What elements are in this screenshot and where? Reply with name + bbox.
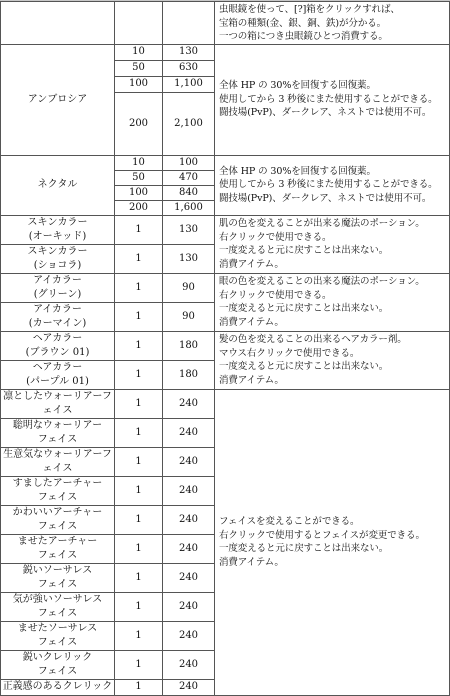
item-description: フェイスを変えることができる。 右クリックで使用するとフェイスが変更できる。 一度変えると元に戻すことは出来ない。 消費アイテム。 <box>215 389 450 695</box>
price-cell: 240 <box>163 679 215 695</box>
table-row <box>1 273 450 302</box>
item-description: 髪の色を変えることの出来るヘアカラー剤。 マウス右クリックで使用できる。 一度変えると元に戻すことは出来ない。 消費アイテム。 <box>215 331 450 389</box>
quantity-cell: 100 <box>115 185 163 200</box>
item-description: 全体 HP の 30%を回復する回復薬。 使用してから 3 秒後にまた使用することができる。 闘技場(PvP)、ダークレア、ネストでは使用不可。 <box>215 44 450 155</box>
price-cell: 90 <box>163 273 215 302</box>
price-cell: 840 <box>163 185 215 200</box>
quantity-cell: 1 <box>115 447 163 476</box>
price-cell: 1,100 <box>163 76 215 92</box>
quantity-cell: 200 <box>115 92 163 155</box>
price-cell: 130 <box>163 244 215 273</box>
quantity-cell: 1 <box>115 563 163 592</box>
price-cell: 240 <box>163 505 215 534</box>
quantity-cell: 1 <box>115 360 163 389</box>
item-name-cell: 正義感のあるクレリック <box>1 679 115 695</box>
table-row <box>1 331 450 360</box>
price-cell: 240 <box>163 621 215 650</box>
quantity-cell: 1 <box>115 650 163 679</box>
quantity-cell: 1 <box>115 505 163 534</box>
quantity-cell: 100 <box>115 76 163 92</box>
item-name-cell: 凛としたウォーリアーフ ェイス <box>1 389 115 418</box>
item-name-cell: 鋭いクレリック フェイス <box>1 650 115 679</box>
item-name-cell: すましたアーチャー フェイス <box>1 476 115 505</box>
price-cell: 130 <box>163 44 215 60</box>
quantity-cell: 1 <box>115 679 163 695</box>
table-row <box>1 44 450 60</box>
item-name-cell: 聡明なウォーリアー フェイス <box>1 418 115 447</box>
price-cell: 240 <box>163 389 215 418</box>
item-description: 全体 HP の 30%を回復する回復薬。 使用してから 3 秒後にまた使用することができる。 闘技場(PvP)、ダークレア、ネストでは使用不可。 <box>215 155 450 215</box>
item-name-cell: ませたアーチャー フェイス <box>1 534 115 563</box>
price-cell: 240 <box>163 592 215 621</box>
quantity-cell: 1 <box>115 215 163 244</box>
item-name-cell: アイカラー (グリーン) <box>1 273 115 302</box>
price-cell: 470 <box>163 170 215 185</box>
price-cell: 240 <box>163 476 215 505</box>
price-cell: 130 <box>163 215 215 244</box>
item-name-cell: ませたソーサレス フェイス <box>1 621 115 650</box>
price-cell: 2,100 <box>163 92 215 155</box>
item-description: 眼の色を変えることの出来る魔法のポーション。 右クリックで使用できる。 一度変えると元に戻すことは出来ない。 消費アイテム。 <box>215 273 450 331</box>
quantity-cell <box>115 2 163 45</box>
table-row <box>1 215 450 244</box>
item-name-cell: スキンカラー (ショコラ) <box>1 244 115 273</box>
quantity-cell: 1 <box>115 592 163 621</box>
price-cell: 240 <box>163 563 215 592</box>
item-name-cell: ヘアカラー (ブラウン 01) <box>1 331 115 360</box>
quantity-cell: 10 <box>115 44 163 60</box>
item-name-ambrosia: アンブロシア <box>1 44 115 155</box>
price-cell: 180 <box>163 331 215 360</box>
price-cell: 630 <box>163 60 215 76</box>
quantity-cell: 50 <box>115 170 163 185</box>
price-cell: 100 <box>163 155 215 170</box>
quantity-cell: 200 <box>115 200 163 215</box>
item-description: 虫眼鏡を使って、[?]箱をクリックすれば、 宝箱の種類(金、銀、銅、鉄)が分かる。 一つの箱につき虫眼鏡ひとつ消費する。 <box>215 2 450 45</box>
item-name-cell: かわいいアーチャー フェイス <box>1 505 115 534</box>
quantity-cell: 1 <box>115 621 163 650</box>
quantity-cell: 10 <box>115 155 163 170</box>
item-name-cell: スキンカラー (オーキッド) <box>1 215 115 244</box>
quantity-cell: 1 <box>115 244 163 273</box>
table-row <box>1 2 450 45</box>
quantity-cell: 1 <box>115 389 163 418</box>
price-cell: 240 <box>163 534 215 563</box>
item-name-cell: アイカラー (カーマイン) <box>1 302 115 331</box>
item-name-nectar: ネクタル <box>1 155 115 215</box>
table-row <box>1 389 450 418</box>
price-cell: 90 <box>163 302 215 331</box>
price-cell: 1,600 <box>163 200 215 215</box>
item-name-cell: 生意気なウォーリアーフ ェイス <box>1 447 115 476</box>
price-cell: 180 <box>163 360 215 389</box>
price-cell: 240 <box>163 650 215 679</box>
item-description: 肌の色を変えることが出来る魔法のポーション。 右クリックで使用できる。 一度変えると元に戻すことは出来ない。 消費アイテム。 <box>215 215 450 273</box>
item-name-cell: 鋭いソーサレス フェイス <box>1 563 115 592</box>
quantity-cell: 1 <box>115 273 163 302</box>
quantity-cell: 1 <box>115 331 163 360</box>
price-cell: 240 <box>163 447 215 476</box>
item-price-table <box>0 1 450 696</box>
item-name-cell <box>1 2 115 45</box>
item-name-cell: ヘアカラー (パープル 01) <box>1 360 115 389</box>
quantity-cell: 1 <box>115 476 163 505</box>
quantity-cell: 1 <box>115 418 163 447</box>
quantity-cell: 1 <box>115 302 163 331</box>
quantity-cell: 50 <box>115 60 163 76</box>
item-name-cell: 気が強いソーサレス フェイス <box>1 592 115 621</box>
quantity-cell: 1 <box>115 534 163 563</box>
table-row <box>1 155 450 170</box>
price-cell <box>163 2 215 45</box>
price-cell: 240 <box>163 418 215 447</box>
